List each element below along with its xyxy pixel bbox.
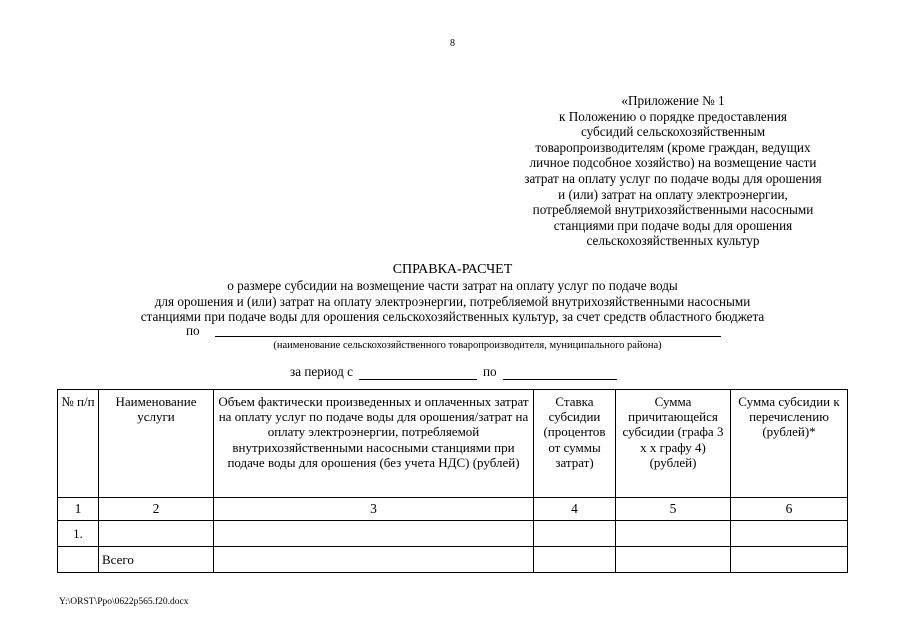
appendix-line: субсидий сельскохозяйственным (580, 124, 766, 140)
header-cell-number: № п/п (58, 390, 99, 498)
period-end-blank[interactable] (503, 365, 617, 380)
period-middle: по (483, 364, 497, 379)
table-cell[interactable] (534, 547, 616, 573)
appendix-line: личное подсобное хозяйство) на возмещение части (529, 155, 817, 171)
appendix-line: и (или) затрат на оплату электроэнергии, (558, 186, 788, 202)
recipient-caption: (наименование сельскохозяйственного товаропроизводителя, муниципального района) (273, 340, 662, 351)
document-title: СПРАВКА-РАСЧЕТ (392, 262, 513, 277)
period-prefix: за период с (290, 364, 353, 379)
heading-line: для орошения и (или) затрат на оплату электроэнергии, потребляемой внутрихозяйственными насосными (154, 293, 751, 309)
period-field (290, 364, 617, 382)
column-number: 2 (99, 498, 214, 521)
heading-line: о размере субсидии на возмещение части затрат на оплату услуг по подаче воды (227, 278, 678, 293)
file-path-footer: Y:\ORST\Ppo\0622p565.f20.docx (59, 597, 189, 607)
appendix-reference (478, 93, 868, 249)
table-cell: 1. (58, 521, 99, 547)
table-cell[interactable] (534, 521, 616, 547)
table-cell[interactable] (616, 547, 731, 573)
column-number: 3 (214, 498, 534, 521)
appendix-line: сельскохозяйственных культур (586, 233, 760, 249)
calculation-table (57, 389, 848, 573)
table-cell[interactable] (616, 521, 731, 547)
table-cell[interactable] (731, 521, 848, 547)
table-cell (58, 547, 99, 573)
column-number: 1 (58, 498, 99, 521)
column-number-row (58, 498, 848, 521)
appendix-line: «Приложение № 1 (621, 93, 725, 108)
column-number: 4 (534, 498, 616, 521)
page-number: 8 (450, 38, 455, 49)
table-cell[interactable] (99, 521, 214, 547)
table-row-total (58, 547, 848, 573)
header-cell-service: Наименование услуги (99, 390, 214, 498)
table-cell[interactable] (214, 521, 534, 547)
appendix-line: затрат на оплату услуг по подаче воды для орошения (524, 170, 822, 186)
appendix-line: товаропроизводителям (кроме граждан, ведущих (535, 139, 811, 155)
appendix-line: потребляемой внутрихозяйственными насосными (532, 202, 814, 218)
heading-line: станциями при подаче воды для орошения сельскохозяйственных культур, за счет средств областного бюджета (140, 309, 765, 325)
table-cell[interactable] (731, 547, 848, 573)
appendix-line: станциями при подаче воды для орошения (553, 217, 793, 233)
header-cell-transfer-amount: Сумма субсидии к перечислению (рублей)* (731, 390, 848, 498)
table-cell[interactable] (214, 547, 534, 573)
recipient-blank[interactable] (215, 336, 721, 337)
recipient-field (186, 323, 746, 341)
period-start-blank[interactable] (359, 365, 477, 380)
column-number: 6 (731, 498, 848, 521)
table-header-row (58, 390, 848, 498)
recipient-label: по (186, 323, 200, 338)
header-cell-rate: Ставка субсидии (процентов от суммы затрат) (534, 390, 616, 498)
header-cell-costs: Объем фактически произведенных и оплаченных затрат на оплату услуг по подаче воды для орошения/затрат на оплату электроэнергии, потребляемой внутрихозяйственными насосными станциями при подаче воды для орошения (без учета НДС) (рублей) (214, 390, 534, 498)
document-heading (0, 262, 905, 325)
total-label: Всего (99, 547, 214, 573)
table-row (58, 521, 848, 547)
column-number: 5 (616, 498, 731, 521)
appendix-line: к Положению о порядке предоставления (559, 108, 787, 124)
header-cell-due-amount: Сумма причитающейся субсидии (графа 3 х х графу 4) (рублей) (616, 390, 731, 498)
